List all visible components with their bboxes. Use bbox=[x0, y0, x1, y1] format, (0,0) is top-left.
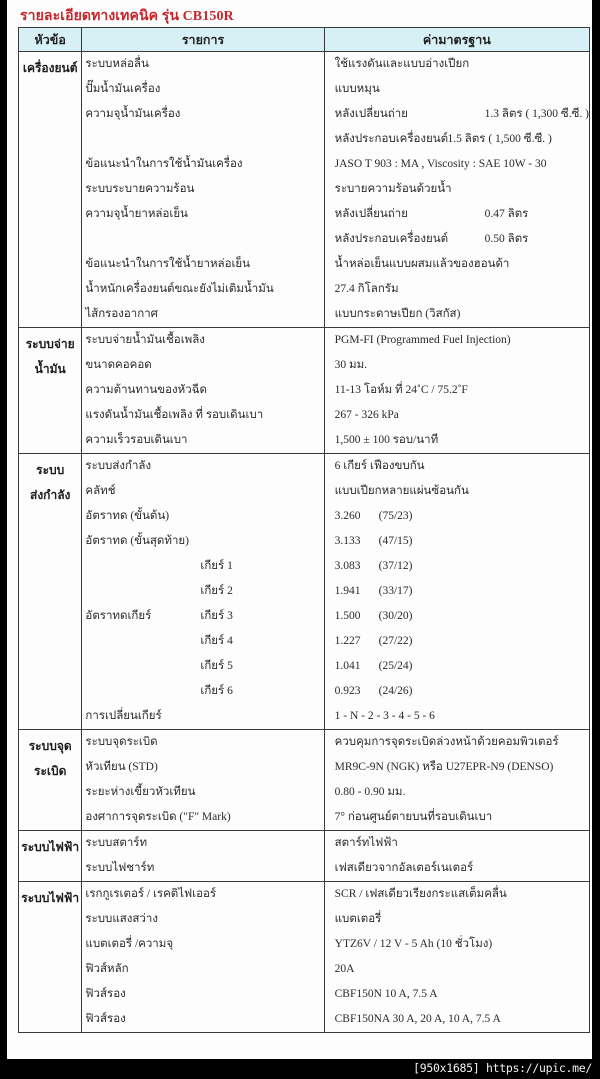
value-cell: SCR / เฟสเดียวเรียงกระแสเต็มคลื่น bbox=[324, 882, 589, 908]
item-cell: ระบบไฟชาร์ท bbox=[82, 856, 324, 882]
value-cell: ควบคุมการจุดระเบิดล่วงหน้าด้วยคอมพิวเตอร์ bbox=[324, 730, 589, 756]
item-cell bbox=[82, 654, 324, 679]
value-cell: แบบเปียกหลายแผ่นซ้อนกัน bbox=[324, 479, 589, 504]
table-row bbox=[19, 755, 590, 780]
right-border bbox=[592, 0, 600, 1059]
value-cell: หลังเปลี่ยนถ่าย 1.3 ลิตร ( 1,300 ซี.ซี. ) bbox=[324, 102, 589, 127]
table-row bbox=[19, 403, 590, 428]
item-cell: หัวเทียน (STD) bbox=[82, 755, 324, 780]
table-row bbox=[19, 77, 590, 102]
gear-label: เกียร์ 3 bbox=[200, 610, 233, 622]
item-cell bbox=[82, 554, 324, 579]
item-cell bbox=[82, 579, 324, 604]
group-fuel-system bbox=[19, 328, 590, 454]
value-cell: JASO T 903 : MA , Viscosity : SAE 10W - 30 bbox=[324, 152, 589, 177]
item-cell: ข้อแนะนำในการใช้น้ำยาหล่อเย็น bbox=[82, 252, 324, 277]
value-cell: 1 - N - 2 - 3 - 4 - 5 - 6 bbox=[324, 704, 589, 730]
value-cell: แบบหมุน bbox=[324, 77, 589, 102]
item-cell: ความจุน้ำมันเครื่อง bbox=[82, 102, 324, 127]
gear-label: เกียร์ 2 bbox=[200, 585, 233, 597]
group-electrical-power bbox=[19, 882, 590, 1033]
table-row bbox=[19, 227, 590, 252]
item-cell: ระบบจุดระเบิด bbox=[82, 730, 324, 756]
item-cell: ฟิวส์รอง bbox=[82, 1007, 324, 1033]
value-cell: 7° ก่อนศูนย์ตายบนที่รอบเดินเบา bbox=[324, 805, 589, 831]
value-cell: หลังประกอบเครื่องยนต์ 0.50 ลิตร bbox=[324, 227, 589, 252]
item-cell: ข้อแนะนำในการใช้น้ำมันเครื่อง bbox=[82, 152, 324, 177]
watermark-text: [950x1685] https://upic.me/ bbox=[413, 1061, 592, 1075]
item-cell: คลัทช์ bbox=[82, 479, 324, 504]
item-cell bbox=[82, 679, 324, 704]
category-cell: ระบบจุด ระเบิด bbox=[19, 730, 82, 831]
item-cell: อัตราทดเกียร์ เกียร์ 3 bbox=[82, 604, 324, 629]
item-cell: ระบบระบายความร้อน bbox=[82, 177, 324, 202]
item-cell: แบตเตอรี่ /ความจุ bbox=[82, 932, 324, 957]
table-row bbox=[19, 1007, 590, 1033]
gear-label: เกียร์ 4 bbox=[200, 635, 233, 647]
item-cell: ระบบหล่อลื่น bbox=[82, 52, 324, 78]
item-cell: ความจุน้ำยาหล่อเย็น bbox=[82, 202, 324, 227]
table-row bbox=[19, 907, 590, 932]
value-cell: หลังประกอบเครื่องยนต์ 1.5 ลิตร ( 1,500 ซี.ซี. ) bbox=[324, 127, 589, 152]
group-ignition bbox=[19, 730, 590, 831]
table-row bbox=[19, 957, 590, 982]
item-cell: ขนาดคอคอด bbox=[82, 353, 324, 378]
value-cell: 1.941 (33/17) bbox=[324, 579, 589, 604]
item-cell: ปั๊มน้ำมันเครื่อง bbox=[82, 77, 324, 102]
gear-label: เกียร์ 5 bbox=[200, 660, 233, 672]
table-row bbox=[19, 704, 590, 730]
value-cell: น้ำหล่อเย็นแบบผสมแล้วของฮอนด้า bbox=[324, 252, 589, 277]
item-cell: ระบบส่งกำลัง bbox=[82, 454, 324, 480]
item-cell: ไส้กรองอากาศ bbox=[82, 302, 324, 328]
value-cell: 30 มม. bbox=[324, 353, 589, 378]
table-row bbox=[19, 328, 590, 354]
item-cell: อัตราทด (ขั้นต้น) bbox=[82, 504, 324, 529]
gear-label: เกียร์ 6 bbox=[200, 685, 233, 697]
value-cell: สตาร์ทไฟฟ้า bbox=[324, 831, 589, 857]
table-row bbox=[19, 529, 590, 554]
item-cell: ความต้านทานของหัวฉีด bbox=[82, 378, 324, 403]
table-row bbox=[19, 579, 590, 604]
table-row bbox=[19, 202, 590, 227]
value-cell: 267 - 326 kPa bbox=[324, 403, 589, 428]
value-cell: ระบายความร้อนด้วยน้ำ bbox=[324, 177, 589, 202]
table-row bbox=[19, 52, 590, 78]
spec-table bbox=[18, 27, 590, 1033]
table-row bbox=[19, 353, 590, 378]
table-header bbox=[19, 28, 590, 52]
item-cell: ระยะห่างเขี้ยวหัวเทียน bbox=[82, 780, 324, 805]
table-row bbox=[19, 982, 590, 1007]
spec-sheet-page bbox=[7, 0, 595, 1059]
table-row bbox=[19, 932, 590, 957]
item-cell: น้ำหนักเครื่องยนต์ขณะยังไม่เติมน้ำมัน bbox=[82, 277, 324, 302]
value-cell: ใช้แรงดันและแบบอ่างเปียก bbox=[324, 52, 589, 78]
item-cell bbox=[82, 629, 324, 654]
value-cell: 11-13 โอห์ม ที่ 24˚C / 75.2˚F bbox=[324, 378, 589, 403]
table-row bbox=[19, 454, 590, 480]
table-row bbox=[19, 730, 590, 756]
item-cell bbox=[82, 127, 324, 152]
table-row bbox=[19, 882, 590, 908]
value-cell: 6 เกียร์ เฟืองขบกัน bbox=[324, 454, 589, 480]
table-row bbox=[19, 629, 590, 654]
table-row bbox=[19, 378, 590, 403]
table-row bbox=[19, 152, 590, 177]
item-cell: ระบบจ่ายน้ำมันเชื้อเพลิง bbox=[82, 328, 324, 354]
table-row bbox=[19, 177, 590, 202]
category-cell: เครื่องยนต์ bbox=[19, 52, 82, 328]
value-cell: CBF150N 10 A, 7.5 A bbox=[324, 982, 589, 1007]
table-row bbox=[19, 428, 590, 454]
header-item: รายการ bbox=[82, 28, 324, 52]
table-row bbox=[19, 479, 590, 504]
header-category: หัวข้อ bbox=[19, 28, 82, 52]
table-row bbox=[19, 856, 590, 882]
value-cell: PGM-FI (Programmed Fuel Injection) bbox=[324, 328, 589, 354]
value-cell: YTZ6V / 12 V - 5 Ah (10 ชั่วโมง) bbox=[324, 932, 589, 957]
table-row bbox=[19, 127, 590, 152]
item-cell: อัตราทด (ขั้นสุดท้าย) bbox=[82, 529, 324, 554]
table-row bbox=[19, 252, 590, 277]
item-cell: องศาการจุดระเบิด ("F" Mark) bbox=[82, 805, 324, 831]
category-cell: ระบบไฟฟ้า bbox=[19, 882, 82, 1033]
table-row bbox=[19, 654, 590, 679]
value-cell: 1.500 (30/20) bbox=[324, 604, 589, 629]
category-cell: ระบบ ส่งกำลัง bbox=[19, 454, 82, 730]
value-cell: 20A bbox=[324, 957, 589, 982]
header-standard: ค่ามาตรฐาน bbox=[324, 28, 589, 52]
table-row bbox=[19, 102, 590, 127]
table-row bbox=[19, 679, 590, 704]
table-row bbox=[19, 504, 590, 529]
item-cell: ระบบสตาร์ท bbox=[82, 831, 324, 857]
category-cell: ระบบไฟฟ้า bbox=[19, 831, 82, 882]
value-cell: 1.227 (27/22) bbox=[324, 629, 589, 654]
group-transmission bbox=[19, 454, 590, 730]
value-cell: แบบกระดาษเปียก (วิสกัส) bbox=[324, 302, 589, 328]
value-cell: CBF150NA 30 A, 20 A, 10 A, 7.5 A bbox=[324, 1007, 589, 1033]
value-cell: หลังเปลี่ยนถ่าย 0.47 ลิตร bbox=[324, 202, 589, 227]
table-row bbox=[19, 780, 590, 805]
item-cell: ฟิวส์รอง bbox=[82, 982, 324, 1007]
value-cell: 1,500 ± 100 รอบ/นาที bbox=[324, 428, 589, 454]
item-cell: ความเร็วรอบเดินเบา bbox=[82, 428, 324, 454]
value-cell: แบตเตอรี่ bbox=[324, 907, 589, 932]
value-cell: 0.923 (24/26) bbox=[324, 679, 589, 704]
value-cell: 27.4 กิโลกรัม bbox=[324, 277, 589, 302]
value-cell: MR9C-9N (NGK) หรือ U27EPR-N9 (DENSO) bbox=[324, 755, 589, 780]
item-cell: การเปลี่ยนเกียร์ bbox=[82, 704, 324, 730]
value-cell: 0.80 - 0.90 มม. bbox=[324, 780, 589, 805]
table-row bbox=[19, 302, 590, 328]
table-row bbox=[19, 805, 590, 831]
category-cell: ระบบจ่าย น้ำมัน bbox=[19, 328, 82, 454]
document-title: รายละเอียดทางเทคนิค รุ่น CB150R bbox=[20, 9, 234, 24]
table-row bbox=[19, 604, 590, 629]
value-cell: 3.133 (47/15) bbox=[324, 529, 589, 554]
value-cell: 3.260 (75/23) bbox=[324, 504, 589, 529]
value-cell: 1.041 (25/24) bbox=[324, 654, 589, 679]
group-engine bbox=[19, 52, 590, 328]
table-row bbox=[19, 831, 590, 857]
item-cell: ฟิวส์หลัก bbox=[82, 957, 324, 982]
value-cell: 3.083 (37/12) bbox=[324, 554, 589, 579]
value-cell: เฟสเดียวจากอัลเตอร์เนเตอร์ bbox=[324, 856, 589, 882]
table-row bbox=[19, 277, 590, 302]
item-cell: ระบบแสงสว่าง bbox=[82, 907, 324, 932]
item-cell: เรกกูเรเตอร์ / เรคติไฟเออร์ bbox=[82, 882, 324, 908]
item-cell: แรงดันน้ำมันเชื้อเพลิง ที่ รอบเดินเบา bbox=[82, 403, 324, 428]
group-electrical-start bbox=[19, 831, 590, 882]
gear-label: เกียร์ 1 bbox=[200, 560, 233, 572]
table-row bbox=[19, 554, 590, 579]
item-cell bbox=[82, 227, 324, 252]
